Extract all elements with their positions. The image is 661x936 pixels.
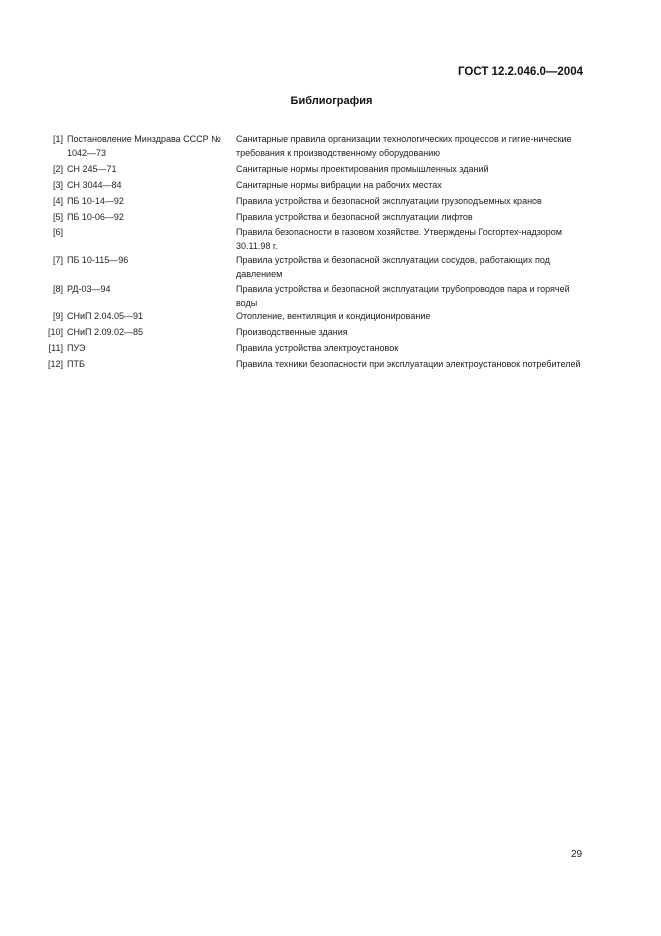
page-title: Библиография [290,95,373,107]
entry-number: [10] [47,327,63,337]
entry-number: [11] [48,343,63,353]
entry-description: Производственные здания [236,327,348,337]
entry-code: ПБ 10-115—96 [67,255,129,265]
entry-code: РД-03—94 [67,284,111,294]
entry-code: Постановление Минздрава СССР № 1042—73 [67,134,221,158]
entry-description: Правила устройства и безопасной эксплуатации сосудов, работающих под давлением [236,255,550,279]
entry-description: Отопление, вентиляция и кондиционирование [236,311,431,321]
entry-code: ПУЭ [67,343,86,353]
entry-description: Правила устройства и безопасной эксплуатации лифтов [236,212,473,222]
entry-number: [7] [52,255,63,265]
entry-code: ПБ 10-14—92 [67,196,124,206]
entry-description: Санитарные нормы проектирования промышленных зданий [236,164,489,174]
entry-number: [1] [52,134,63,144]
entry-code: СН 245—71 [67,164,117,174]
entry-number: [6] [52,227,63,237]
entry-description: Санитарные нормы вибрации на рабочих местах [236,180,442,190]
page-number: 29 [571,849,583,860]
entry-number: [9] [52,311,63,321]
entry-number: [8] [52,284,63,294]
entry-code: СНиП 2.09.02—85 [67,327,144,337]
entry-description: Правила устройства и безопасной эксплуатации грузоподъемных кранов [236,196,542,206]
entry-description: Правила техники безопасности при эксплуатации электроустановок потребителей [236,359,581,369]
document-header: ГОСТ 12.2.046.0—2004 [458,66,583,78]
entry-description: Санитарные правила организации технологических процессов и гигие-нические требования к производственному оборудованию [236,134,572,158]
entry-description: Правила устройства электроустановок [236,343,399,353]
entry-number: [5] [52,212,63,222]
entry-number: [3] [52,180,63,190]
entry-code: ПТБ [67,359,85,369]
entry-code: СН 3044—84 [67,180,122,190]
entry-description: Правила устройства и безопасной эксплуатации трубопроводов пара и горячей воды [236,284,570,308]
entry-number: [4] [52,196,63,206]
entry-code: ПБ 10-06—92 [67,212,124,222]
entry-description: Правила безопасности в газовом хозяйстве. Утверждены Госгортех-надзором 30.11.98 г. [236,227,562,251]
entry-number: [2] [52,164,63,174]
entry-number: [12] [47,359,63,369]
entry-code: СНиП 2.04.05—91 [67,311,144,321]
